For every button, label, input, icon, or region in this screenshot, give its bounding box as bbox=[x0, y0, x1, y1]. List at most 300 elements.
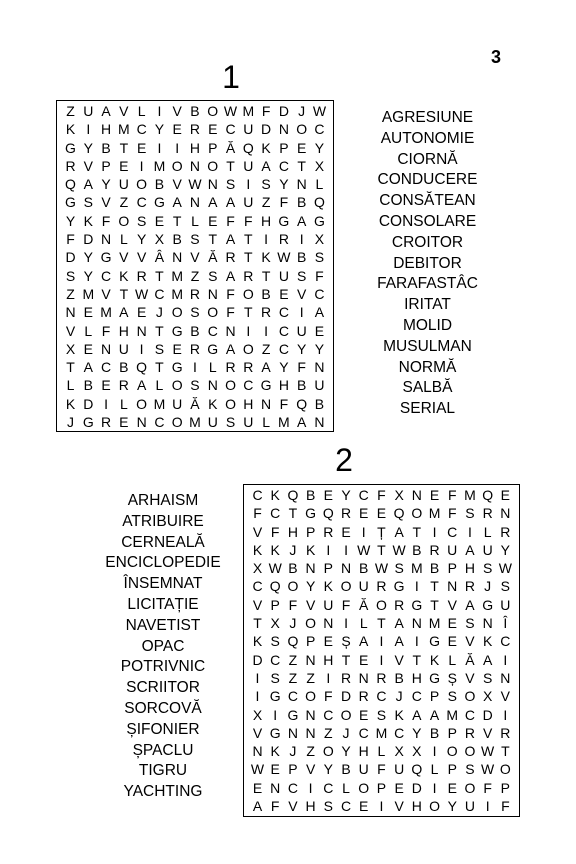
grid-letter: H bbox=[305, 798, 316, 815]
grid-letter: N bbox=[411, 615, 422, 632]
grid-letter: O bbox=[322, 743, 334, 760]
grid-letter: G bbox=[260, 377, 272, 394]
grid-letter: J bbox=[395, 688, 403, 705]
grid-letter: E bbox=[136, 304, 147, 321]
grid-letter: O bbox=[242, 340, 254, 357]
grid-letter: J bbox=[298, 103, 306, 119]
grid-letter: I bbox=[308, 779, 313, 796]
grid-letter: I bbox=[344, 541, 348, 558]
word-list-item: AUTONOMIE bbox=[380, 129, 475, 147]
grid-letter: I bbox=[255, 688, 260, 705]
grid-letter: R bbox=[394, 596, 405, 613]
grid-letter: N bbox=[447, 578, 458, 595]
grid-letter: Y bbox=[500, 541, 511, 558]
grid-letter: N bbox=[296, 176, 307, 193]
grid-letter: T bbox=[244, 304, 253, 321]
grid-row bbox=[57, 230, 333, 248]
grid-letter: C bbox=[447, 523, 458, 540]
grid-letter: M bbox=[375, 724, 388, 741]
grid-letter: L bbox=[208, 359, 217, 376]
grid-letter: H bbox=[287, 523, 298, 540]
grid-letter: E bbox=[359, 798, 369, 815]
grid-letter: P bbox=[447, 724, 457, 741]
grid-row bbox=[244, 724, 519, 742]
grid-letter: Y bbox=[314, 139, 325, 156]
grid-letter: D bbox=[65, 249, 76, 266]
grid-row bbox=[244, 687, 519, 705]
grid-letter: U bbox=[243, 157, 254, 174]
grid-letter: B bbox=[172, 231, 182, 248]
grid-letter: E bbox=[296, 139, 307, 156]
grid-letter: A bbox=[296, 212, 307, 229]
grid-letter: X bbox=[154, 231, 165, 248]
grid-letter: G bbox=[305, 505, 317, 522]
grid-letter: C bbox=[278, 340, 289, 357]
grid-letter: Y bbox=[341, 743, 351, 760]
grid-letter: B bbox=[190, 322, 200, 339]
grid-row bbox=[244, 760, 519, 778]
grid-letter: S bbox=[323, 798, 333, 815]
grid-letter: I bbox=[326, 541, 331, 558]
grid-letter: J bbox=[342, 724, 350, 741]
grid-letter: I bbox=[193, 359, 197, 376]
grid-letter: Q bbox=[242, 139, 254, 156]
grid-letter: F bbox=[447, 487, 457, 503]
grid-letter: R bbox=[225, 249, 236, 266]
grid-letter: U bbox=[118, 176, 129, 193]
grid-letter: C bbox=[278, 157, 289, 174]
grid-letter: S bbox=[83, 194, 93, 211]
grid-letter: T bbox=[155, 267, 164, 284]
grid-letter: I bbox=[485, 798, 490, 815]
grid-letter: F bbox=[483, 779, 492, 796]
grid-letter: I bbox=[299, 231, 304, 248]
grid-letter: A bbox=[394, 633, 404, 650]
grid-letter: K bbox=[65, 121, 76, 138]
grid-letter: E bbox=[323, 487, 333, 503]
grid-letter: I bbox=[432, 523, 437, 540]
grid-letter: M bbox=[100, 304, 112, 321]
grid-letter: J bbox=[289, 615, 297, 632]
grid-letter: Z bbox=[66, 103, 75, 119]
page-number: 3 bbox=[490, 47, 501, 67]
grid-letter: N bbox=[500, 669, 511, 686]
grid-letter: I bbox=[86, 121, 91, 138]
grid-letter: K bbox=[270, 541, 280, 558]
grid-letter: P bbox=[447, 560, 457, 577]
grid-letter: G bbox=[65, 194, 76, 211]
grid-letter: T bbox=[226, 157, 235, 174]
puzzle-1-letter-grid bbox=[56, 100, 334, 432]
grid-row bbox=[244, 669, 519, 687]
grid-letter: T bbox=[119, 285, 129, 302]
grid-letter: U bbox=[243, 194, 254, 211]
word-list-item: SERIAL bbox=[399, 400, 456, 418]
grid-letter: O bbox=[171, 304, 183, 321]
grid-letter: T bbox=[208, 231, 218, 248]
grid-letter: Y bbox=[101, 176, 111, 193]
grid-letter: W bbox=[374, 560, 389, 577]
grid-letter: Z bbox=[306, 669, 315, 686]
grid-letter: R bbox=[189, 340, 201, 357]
grid-letter: B bbox=[296, 377, 307, 394]
grid-letter: O bbox=[464, 779, 476, 796]
grid-letter: S bbox=[314, 249, 325, 266]
grid-letter: G bbox=[429, 669, 440, 686]
grid-letter: S bbox=[296, 267, 307, 284]
grid-letter: T bbox=[412, 651, 422, 668]
word-list-item: FARAFASTÂC bbox=[377, 275, 478, 293]
grid-letter: C bbox=[225, 121, 236, 138]
grid-letter: K bbox=[482, 633, 493, 650]
grid-letter: A bbox=[261, 157, 271, 174]
grid-letter: K bbox=[429, 651, 440, 668]
word-list-item: SORCOVĂ bbox=[124, 699, 202, 717]
grid-letter: G bbox=[269, 688, 281, 705]
grid-letter: U bbox=[314, 377, 325, 394]
grid-letter: A bbox=[482, 651, 493, 668]
grid-letter: B bbox=[429, 560, 440, 577]
grid-letter: I bbox=[361, 523, 366, 540]
grid-letter: S bbox=[208, 267, 218, 284]
grid-letter: N bbox=[261, 395, 272, 412]
grid-letter: I bbox=[414, 633, 419, 650]
grid-letter: C bbox=[278, 304, 289, 321]
grid-letter: I bbox=[157, 139, 162, 156]
word-list-item: ȘPACLU bbox=[132, 741, 194, 759]
grid-letter: N bbox=[225, 322, 236, 339]
grid-letter: M bbox=[464, 487, 476, 503]
grid-letter: N bbox=[358, 669, 369, 686]
grid-letter: K bbox=[323, 578, 333, 595]
grid-letter: X bbox=[314, 157, 325, 174]
grid-letter: N bbox=[314, 359, 325, 376]
grid-letter: Y bbox=[447, 798, 457, 815]
grid-letter: H bbox=[323, 651, 334, 668]
grid-letter: I bbox=[467, 523, 472, 540]
word-list-item: CONSĂTEAN bbox=[379, 192, 476, 210]
grid-letter: B bbox=[296, 194, 307, 211]
grid-letter: G bbox=[287, 706, 299, 723]
grid-letter: V bbox=[172, 103, 182, 119]
grid-letter: Q bbox=[287, 487, 299, 503]
grid-letter: S bbox=[190, 377, 200, 394]
grid-letter: R bbox=[225, 359, 236, 376]
grid-letter: G bbox=[65, 139, 76, 156]
grid-letter: H bbox=[278, 377, 289, 394]
grid-letter: F bbox=[226, 212, 235, 229]
grid-letter: Z bbox=[324, 724, 333, 741]
grid-letter: T bbox=[253, 615, 262, 632]
grid-letter: F bbox=[447, 505, 457, 522]
grid-letter: S bbox=[482, 560, 493, 577]
grid-letter: B bbox=[296, 249, 307, 266]
grid-letter: Y bbox=[83, 249, 93, 266]
grid-letter: O bbox=[171, 414, 183, 431]
grid-letter: V bbox=[119, 103, 129, 119]
grid-letter: G bbox=[393, 578, 405, 595]
grid-letter: T bbox=[244, 231, 253, 248]
grid-letter: S bbox=[465, 505, 475, 522]
grid-letter: U bbox=[358, 578, 369, 595]
grid-letter: I bbox=[246, 176, 251, 193]
grid-letter: B bbox=[305, 487, 316, 503]
grid-letter: S bbox=[65, 267, 76, 284]
grid-letter: E bbox=[447, 779, 457, 796]
grid-row bbox=[57, 212, 333, 230]
grid-letter: T bbox=[119, 139, 129, 156]
grid-row bbox=[244, 596, 519, 614]
grid-letter: A bbox=[412, 706, 422, 723]
grid-row bbox=[57, 358, 333, 376]
grid-letter: I bbox=[379, 633, 384, 650]
grid-letter: L bbox=[137, 103, 146, 119]
grid-letter: V bbox=[252, 596, 263, 613]
grid-letter: L bbox=[191, 212, 199, 229]
grid-letter: U bbox=[394, 761, 405, 778]
word-list-item: ATRIBUIRE bbox=[122, 512, 204, 530]
grid-letter: G bbox=[153, 194, 165, 211]
grid-letter: V bbox=[83, 157, 93, 174]
grid-letter: U bbox=[83, 103, 94, 119]
grid-row bbox=[244, 797, 519, 815]
grid-letter: R bbox=[189, 285, 201, 302]
word-list-item: LICITAȚIE bbox=[127, 595, 199, 613]
grid-letter: E bbox=[429, 487, 440, 503]
grid-row bbox=[244, 577, 519, 595]
grid-letter: R bbox=[376, 669, 387, 686]
grid-letter: U bbox=[243, 414, 254, 431]
grid-letter: S bbox=[190, 231, 200, 248]
grid-letter: A bbox=[394, 523, 404, 540]
grid-letter: B bbox=[261, 285, 271, 302]
grid-letter: Q bbox=[269, 578, 281, 595]
grid-letter: E bbox=[270, 761, 280, 778]
grid-letter: K bbox=[394, 706, 404, 723]
grid-letter: I bbox=[379, 798, 384, 815]
grid-letter: Q bbox=[296, 395, 308, 412]
grid-letter: E bbox=[359, 651, 369, 668]
grid-letter: S bbox=[225, 176, 236, 193]
grid-letter: D bbox=[278, 103, 289, 119]
grid-letter: H bbox=[118, 322, 129, 339]
grid-letter: H bbox=[261, 212, 272, 229]
grid-letter: T bbox=[430, 596, 439, 613]
grid-letter: D bbox=[252, 651, 263, 668]
grid-letter: T bbox=[297, 157, 306, 174]
grid-letter: X bbox=[394, 487, 404, 503]
grid-letter: L bbox=[315, 176, 324, 193]
grid-letter: V bbox=[482, 724, 493, 741]
grid-letter: Y bbox=[323, 761, 333, 778]
grid-letter: A bbox=[359, 633, 369, 650]
grid-letter: M bbox=[171, 267, 184, 284]
grid-letter: N bbox=[136, 414, 147, 431]
grid-letter: E bbox=[447, 615, 457, 632]
grid-letter: R bbox=[243, 267, 254, 284]
grid-letter: E bbox=[119, 157, 129, 174]
grid-letter: G bbox=[313, 212, 325, 229]
grid-letter: S bbox=[270, 669, 280, 686]
grid-letter: I bbox=[326, 669, 331, 686]
grid-letter: P bbox=[305, 523, 316, 540]
grid-letter: M bbox=[428, 615, 441, 632]
grid-letter: R bbox=[500, 724, 511, 741]
grid-letter: R bbox=[118, 377, 129, 394]
grid-letter: U bbox=[464, 798, 475, 815]
word-list-item: SCRIITOR bbox=[126, 679, 200, 697]
grid-letter: U bbox=[118, 340, 129, 357]
grid-letter: V bbox=[465, 633, 475, 650]
grid-row bbox=[244, 614, 519, 632]
grid-letter: I bbox=[273, 706, 278, 723]
grid-letter: S bbox=[136, 212, 147, 229]
grid-letter: O bbox=[411, 505, 423, 522]
grid-letter: S bbox=[500, 578, 511, 595]
grid-letter: Y bbox=[341, 487, 351, 503]
grid-letter: I bbox=[255, 669, 260, 686]
grid-letter: P bbox=[323, 560, 333, 577]
grid-letter: Ă bbox=[208, 249, 218, 266]
grid-letter: C bbox=[136, 121, 147, 138]
grid-letter: A bbox=[83, 359, 93, 376]
grid-letter: I bbox=[264, 322, 269, 339]
grid-letter: O bbox=[375, 596, 387, 613]
grid-letter: V bbox=[136, 249, 147, 266]
grid-letter: S bbox=[447, 688, 457, 705]
grid-letter: A bbox=[225, 267, 236, 284]
grid-letter: M bbox=[82, 285, 95, 302]
grid-letter: N bbox=[278, 121, 289, 138]
grid-letter: F bbox=[377, 487, 386, 503]
grid-row bbox=[57, 102, 333, 120]
grid-letter: V bbox=[447, 596, 457, 613]
grid-letter: F bbox=[101, 212, 111, 229]
grid-letter: Y bbox=[296, 340, 307, 357]
grid-letter: K bbox=[65, 395, 76, 412]
word-list-item: ȘIFONIER bbox=[126, 720, 200, 738]
word-list-item: OPAC bbox=[141, 637, 185, 655]
grid-letter: H bbox=[411, 669, 422, 686]
grid-letter: O bbox=[118, 212, 130, 229]
word-list-item: ÎNSEMNAT bbox=[123, 575, 203, 593]
grid-letter: Z bbox=[288, 669, 298, 686]
grid-letter: A bbox=[465, 596, 475, 613]
grid-letter: W bbox=[481, 761, 495, 778]
puzzle-1-title: 1 bbox=[222, 59, 240, 95]
grid-letter: O bbox=[171, 157, 183, 174]
grid-letter: Ș bbox=[447, 669, 457, 686]
grid-letter: O bbox=[225, 377, 236, 394]
grid-letter: F bbox=[253, 505, 262, 522]
grid-letter: D bbox=[261, 121, 272, 138]
grid-letter: V bbox=[296, 285, 307, 302]
grid-letter: L bbox=[377, 743, 386, 760]
grid-row bbox=[244, 523, 519, 541]
grid-letter: O bbox=[207, 157, 219, 174]
grid-letter: J bbox=[67, 414, 74, 431]
puzzle-2-word-list bbox=[88, 491, 238, 803]
grid-row bbox=[57, 175, 333, 193]
grid-letter: I bbox=[139, 157, 144, 174]
grid-letter: C bbox=[207, 322, 218, 339]
grid-letter: V bbox=[172, 176, 182, 193]
grid-letter: E bbox=[83, 340, 93, 357]
grid-letter: R bbox=[136, 267, 147, 284]
grid-letter: Ă bbox=[465, 651, 475, 668]
grid-letter: M bbox=[410, 560, 423, 577]
grid-letter: P bbox=[288, 761, 298, 778]
grid-row bbox=[57, 340, 333, 358]
grid-letter: G bbox=[171, 359, 183, 376]
grid-letter: R bbox=[482, 505, 493, 522]
grid-letter: H bbox=[243, 395, 254, 412]
grid-letter: Q bbox=[411, 761, 423, 778]
grid-letter: L bbox=[66, 377, 75, 394]
word-list-item: CONDUCERE bbox=[377, 171, 478, 189]
grid-letter: E bbox=[252, 779, 263, 796]
grid-letter: Î bbox=[503, 615, 508, 632]
grid-letter: F bbox=[288, 596, 298, 613]
grid-letter: B bbox=[429, 724, 440, 741]
grid-letter: I bbox=[414, 578, 419, 595]
grid-letter: P bbox=[101, 157, 111, 174]
grid-letter: I bbox=[157, 103, 162, 119]
grid-letter: E bbox=[376, 505, 387, 522]
grid-letter: H bbox=[464, 560, 475, 577]
grid-letter: D bbox=[411, 779, 422, 796]
grid-letter: L bbox=[119, 395, 128, 412]
grid-letter: G bbox=[82, 414, 94, 431]
grid-letter: U bbox=[358, 761, 369, 778]
grid-letter: O bbox=[446, 743, 458, 760]
grid-letter: Ă bbox=[225, 139, 236, 156]
grid-letter: W bbox=[188, 176, 202, 193]
grid-letter: B bbox=[154, 176, 165, 193]
grid-letter: A bbox=[394, 615, 404, 632]
grid-letter: N bbox=[101, 231, 112, 248]
grid-row bbox=[244, 559, 519, 577]
grid-letter: C bbox=[340, 798, 352, 815]
grid-letter: Y bbox=[314, 340, 325, 357]
grid-letter: S bbox=[482, 669, 493, 686]
grid-letter: R bbox=[278, 231, 289, 248]
grid-letter: K bbox=[119, 267, 129, 284]
grid-letter: B bbox=[288, 560, 298, 577]
grid-letter: C bbox=[323, 779, 334, 796]
grid-letter: H bbox=[101, 121, 112, 138]
word-list-item: YACHTING bbox=[123, 783, 203, 801]
grid-letter: N bbox=[287, 724, 298, 741]
grid-letter: B bbox=[412, 541, 422, 558]
word-list-item: CONSOLARE bbox=[378, 212, 477, 230]
grid-letter: E bbox=[359, 706, 369, 723]
grid-letter: E bbox=[119, 414, 129, 431]
grid-letter: E bbox=[500, 487, 511, 503]
grid-letter: N bbox=[189, 157, 201, 174]
grid-letter: N bbox=[340, 560, 352, 577]
grid-letter: A bbox=[101, 103, 111, 119]
grid-letter: K bbox=[270, 743, 280, 760]
grid-row bbox=[57, 120, 333, 138]
grid-letter: M bbox=[428, 505, 441, 522]
grid-letter: C bbox=[154, 414, 165, 431]
grid-letter: A bbox=[314, 304, 325, 321]
grid-letter: E bbox=[172, 340, 182, 357]
grid-letter: Y bbox=[65, 212, 76, 229]
grid-letter: Z bbox=[288, 651, 298, 668]
grid-row bbox=[244, 632, 519, 650]
